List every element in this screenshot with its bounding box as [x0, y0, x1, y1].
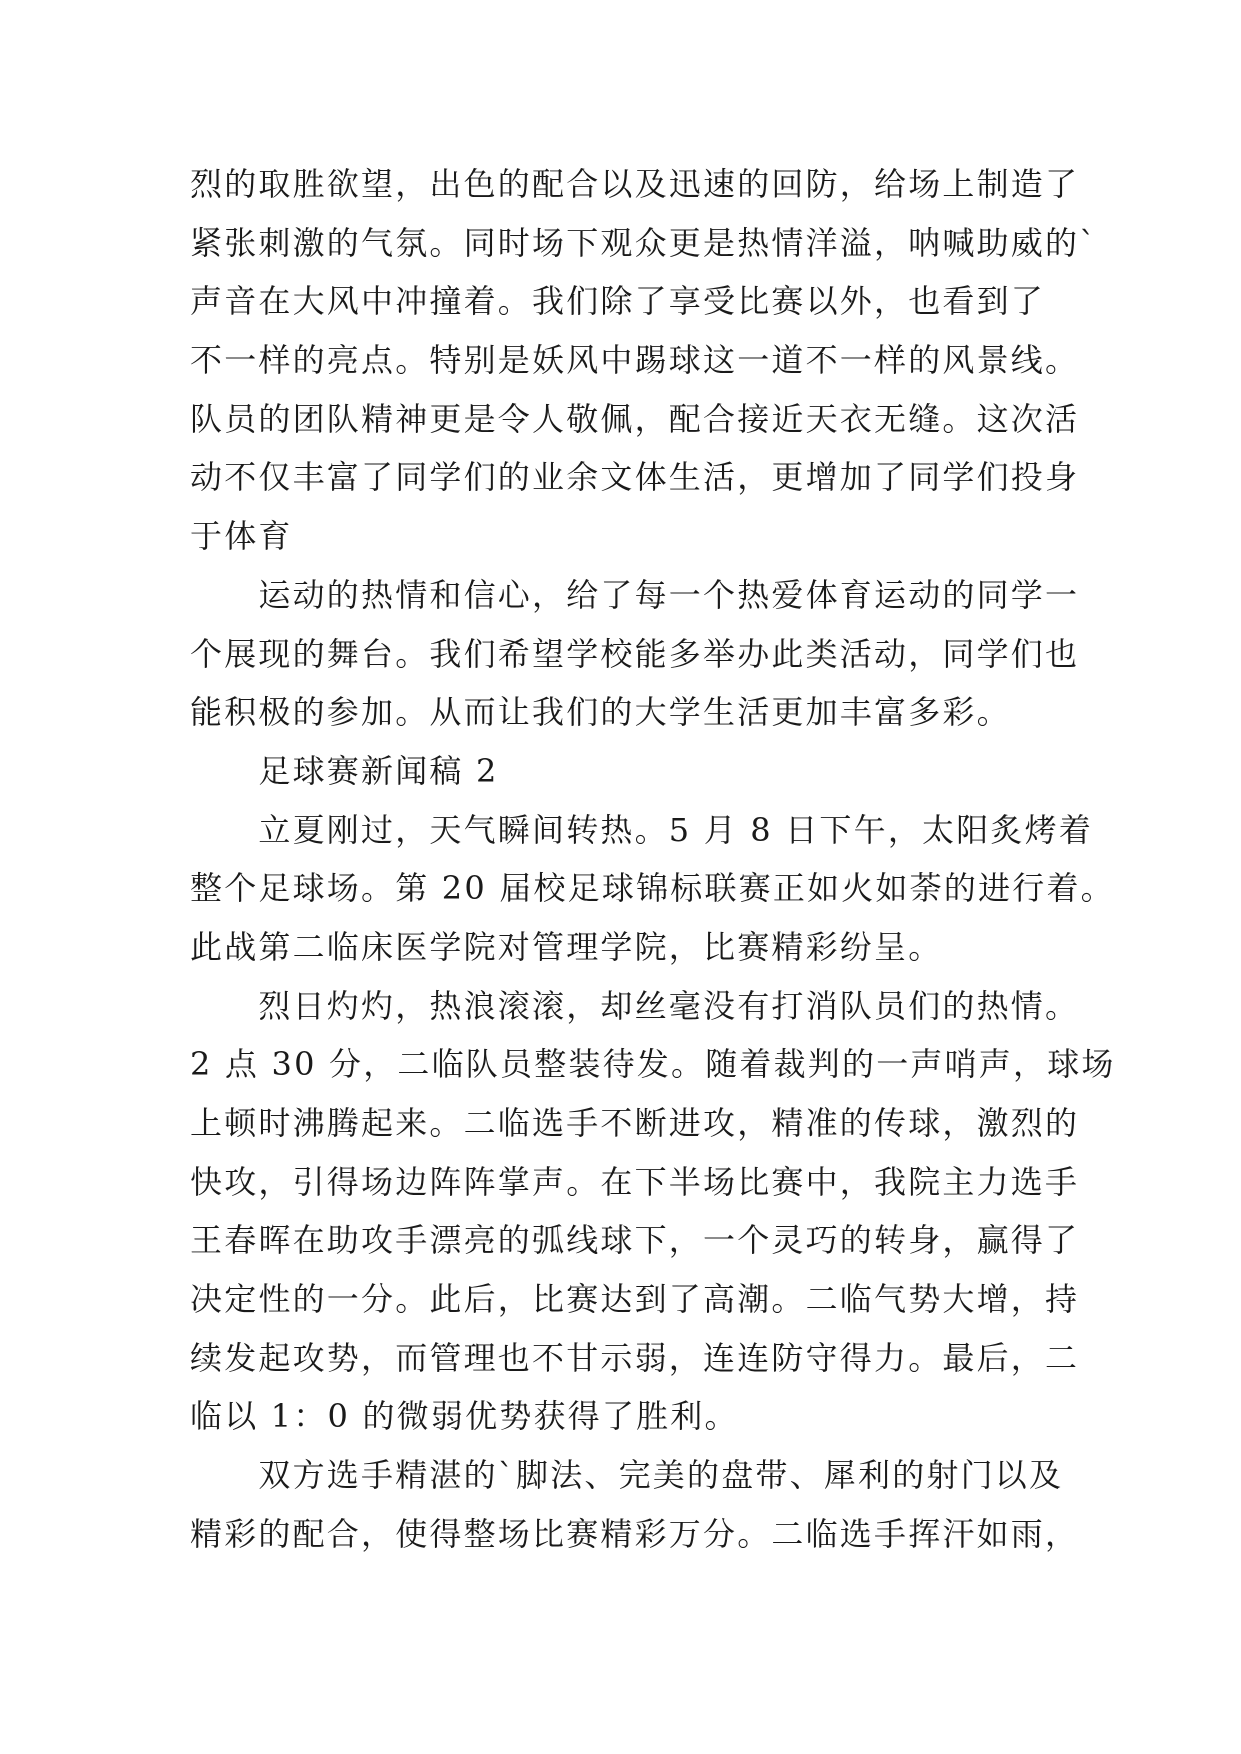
text-line: 于体育 [190, 517, 293, 556]
paragraph-start-line: 立夏刚过，天气瞬间转热。5 月 8 日下午，太阳炙烤着 [190, 810, 1094, 849]
text-line: 整个足球场。第 20 届校足球锦标联赛正如火如荼的进行着。 [190, 869, 1115, 908]
text-line: 队员的团队精神更是令人敬佩，配合接近天衣无缝。这次活 [190, 399, 1080, 438]
text-line: 声音在大风中冲撞着。我们除了享受比赛以外，也看到了 [190, 282, 1046, 321]
text-line: 上顿时沸腾起来。二临选手不断进攻，精准的传球，激烈的 [190, 1104, 1080, 1142]
text-line: 此战第二临床医学院对管理学院，比赛精彩纷呈。 [190, 927, 943, 966]
paragraph-start-line: 运动的热情和信心，给了每一个热爱体育运动的同学一 [190, 575, 1080, 614]
text-line: 快攻，引得场边阵阵掌声。在下半场比赛中，我院主力选手 [190, 1162, 1080, 1201]
text-line: 紧张刺激的气氛。同时场下观众更是热情洋溢，呐喊助威的` [190, 223, 1098, 262]
text-line: 能积极的参加。从而让我们的大学生活更加丰富多彩。 [190, 693, 1011, 732]
text-line: 王春晖在助攻手漂亮的弧线球下，一个灵巧的转身，赢得了 [190, 1221, 1080, 1260]
article-body [190, 155, 1116, 1564]
text-line: 烈的取胜欲望，出色的配合以及迅速的回防，给场上制造了 [190, 165, 1080, 203]
text-line: 临以 1：0 的微弱优势获得了胜利。 [190, 1397, 739, 1436]
text-line: 续发起攻势，而管理也不甘示弱，连连防守得力。最后，二 [190, 1338, 1080, 1377]
text-line: 2 点 30 分，二临队员整装待发。随着裁判的一声哨声，球场 [190, 1045, 1116, 1084]
section-heading: 足球赛新闻稿 2 [190, 751, 499, 790]
text-line: 个展现的舞台。我们希望学校能多举办此类活动，同学们也 [190, 634, 1080, 673]
text-line: 不一样的亮点。特别是妖风中踢球这一道不一样的风景线。 [190, 341, 1080, 380]
text-line: 精彩的配合，使得整场比赛精彩万分。二临选手挥汗如雨， [190, 1514, 1080, 1553]
text-line: 决定性的一分。此后，比赛达到了高潮。二临气势大增，持 [190, 1280, 1080, 1319]
paragraph-start-line: 双方选手精湛的`脚法、完美的盘带、犀利的射门以及 [190, 1456, 1064, 1495]
text-line: 动不仅丰富了同学们的业余文体生活，更增加了同学们投身 [190, 458, 1080, 497]
paragraph-start-line: 烈日灼灼，热浪滚滚，却丝毫没有打消队员们的热情。 [190, 986, 1080, 1025]
